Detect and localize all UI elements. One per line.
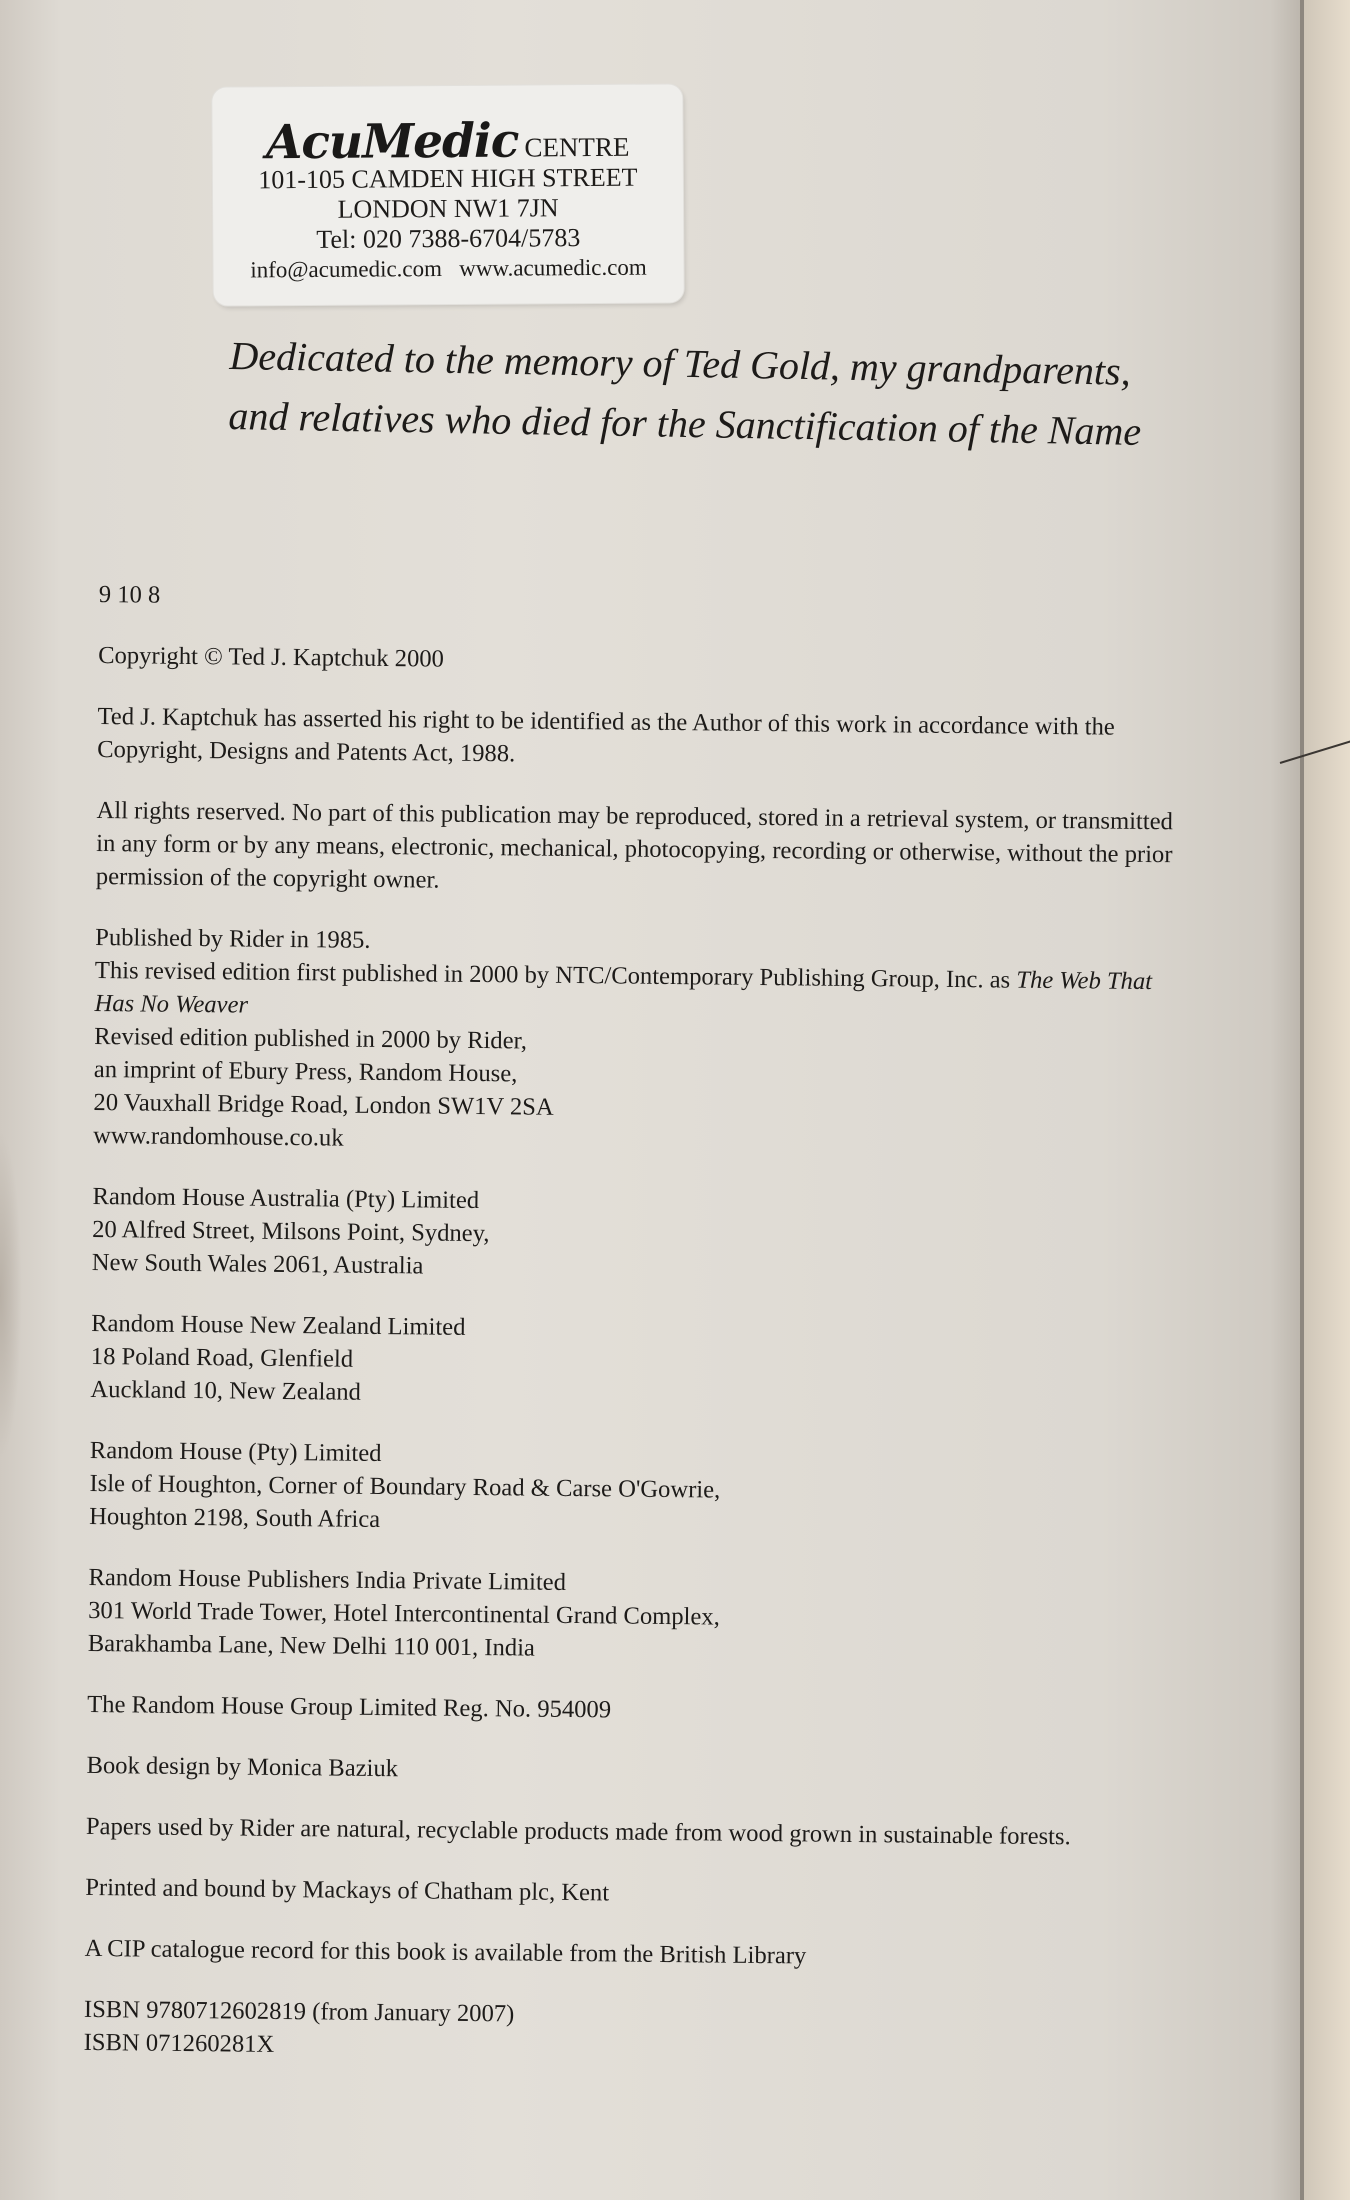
- paper-statement: Papers used by Rider are natural, recyclable products made from wood grown in sustainable forests.: [85, 1812, 1071, 1851]
- sticker-tel: Tel: 020 7388-6704/5783: [316, 223, 581, 254]
- rights-reserved: [96, 794, 1277, 905]
- publication-line: Revised edition published in 2000 by Rider,: [94, 1022, 528, 1055]
- assertion-line: Copyright, Designs and Patents Act, 1988.: [97, 735, 516, 768]
- thumb-shadow: [0, 1130, 22, 1460]
- sticker-brand: AcuMedic: [265, 113, 519, 171]
- address-line: 20 Alfred Street, Milsons Point, Sydney,: [92, 1215, 490, 1248]
- address-line: 18 Poland Road, Glenfield: [90, 1342, 354, 1373]
- isbn-line: ISBN 9780712602819 (from January 2007): [83, 1995, 515, 2028]
- registration-number: The Random House Group Limited Reg. No. 954009: [87, 1690, 612, 1724]
- address-line: Random House (Pty) Limited: [89, 1436, 382, 1468]
- address-line: Houghton 2198, South Africa: [89, 1502, 381, 1533]
- dedication-line2: and relatives who died for the Sanctification of the Name: [228, 392, 1142, 454]
- rights-line: in any form or by any means, electronic, mechanical, photocopying, recording or otherwise, without the prior: [96, 829, 1173, 869]
- address-line: New South Wales 2061, Australia: [91, 1248, 424, 1280]
- book-design-credit: Book design by Monica Baziuk: [86, 1751, 399, 1783]
- printer-credit: Printed and bound by Mackays of Chatham plc, Kent: [85, 1873, 610, 1907]
- rights-line: permission of the copyright owner.: [95, 862, 440, 894]
- imprint-text: [83, 578, 1279, 2099]
- sticker-contact: info@acumedic.com www.acumedic.com: [250, 254, 647, 283]
- address-line: Isle of Houghton, Corner of Boundary Road & Carse O'Gowrie,: [89, 1469, 721, 1504]
- address-south-africa: [89, 1434, 1270, 1545]
- address-australia: [92, 1180, 1273, 1291]
- sticker-address-line1: 101-105 CAMDEN HIGH STREET: [258, 162, 638, 195]
- dedication: [228, 326, 1190, 463]
- book-title-continued: Has No Weaver: [94, 989, 249, 1019]
- isbn-line: ISBN 071260281X: [83, 2028, 275, 2058]
- publication-line: an imprint of Ebury Press, Random House,: [93, 1055, 518, 1088]
- publication-line: 20 Vauxhall Bridge Road, London SW1V 2SA: [93, 1088, 554, 1121]
- sticker-address-line2: LONDON NW1 7JN: [337, 193, 559, 224]
- assertion-line: Ted J. Kaptchuk has asserted his right to be identified as the Author of this work in accordance with the: [97, 702, 1115, 741]
- address-line: Barakhamba Lane, New Delhi 110 001, India: [87, 1629, 536, 1662]
- address-line: Random House Publishers India Private Limited: [88, 1563, 567, 1596]
- underlying-page: [1304, 0, 1350, 2200]
- copyright-line: Copyright © Ted J. Kaptchuk 2000: [98, 641, 445, 673]
- address-new-zealand: [90, 1307, 1271, 1418]
- address-line: Random House New Zealand Limited: [91, 1309, 466, 1341]
- publication-edition-text: This revised edition first published in 2000 by NTC/Contemporary Publishing Group, Inc. as: [94, 956, 1017, 994]
- cip-record: A CIP catalogue record for this book is available from the British Library: [84, 1934, 807, 1970]
- book-title: The Web That: [1016, 966, 1153, 996]
- dedication-line1: Dedicated to the memory of Ted Gold, my grandparents,: [229, 332, 1132, 394]
- publisher-website: www.randomhouse.co.uk: [93, 1121, 344, 1152]
- printing-numbers: 9 10 8: [98, 580, 161, 609]
- address-line: Auckland 10, New Zealand: [90, 1375, 362, 1406]
- rights-line: All rights reserved. No part of this publication may be reproduced, stored in a retrieval system, or transmitted: [96, 796, 1174, 836]
- author-assertion: [97, 700, 1278, 778]
- isbn-block: [83, 1993, 1264, 2071]
- sticker-brand-suffix: CENTRE: [524, 131, 630, 163]
- publication-history: [93, 921, 1275, 1164]
- address-line: Random House Australia (Pty) Limited: [92, 1182, 480, 1215]
- bookseller-sticker: [212, 84, 684, 305]
- address-india: [88, 1561, 1269, 1672]
- address-line: 301 World Trade Tower, Hotel Intercontinental Grand Complex,: [88, 1596, 720, 1631]
- publication-line: Published by Rider in 1985.: [95, 923, 371, 954]
